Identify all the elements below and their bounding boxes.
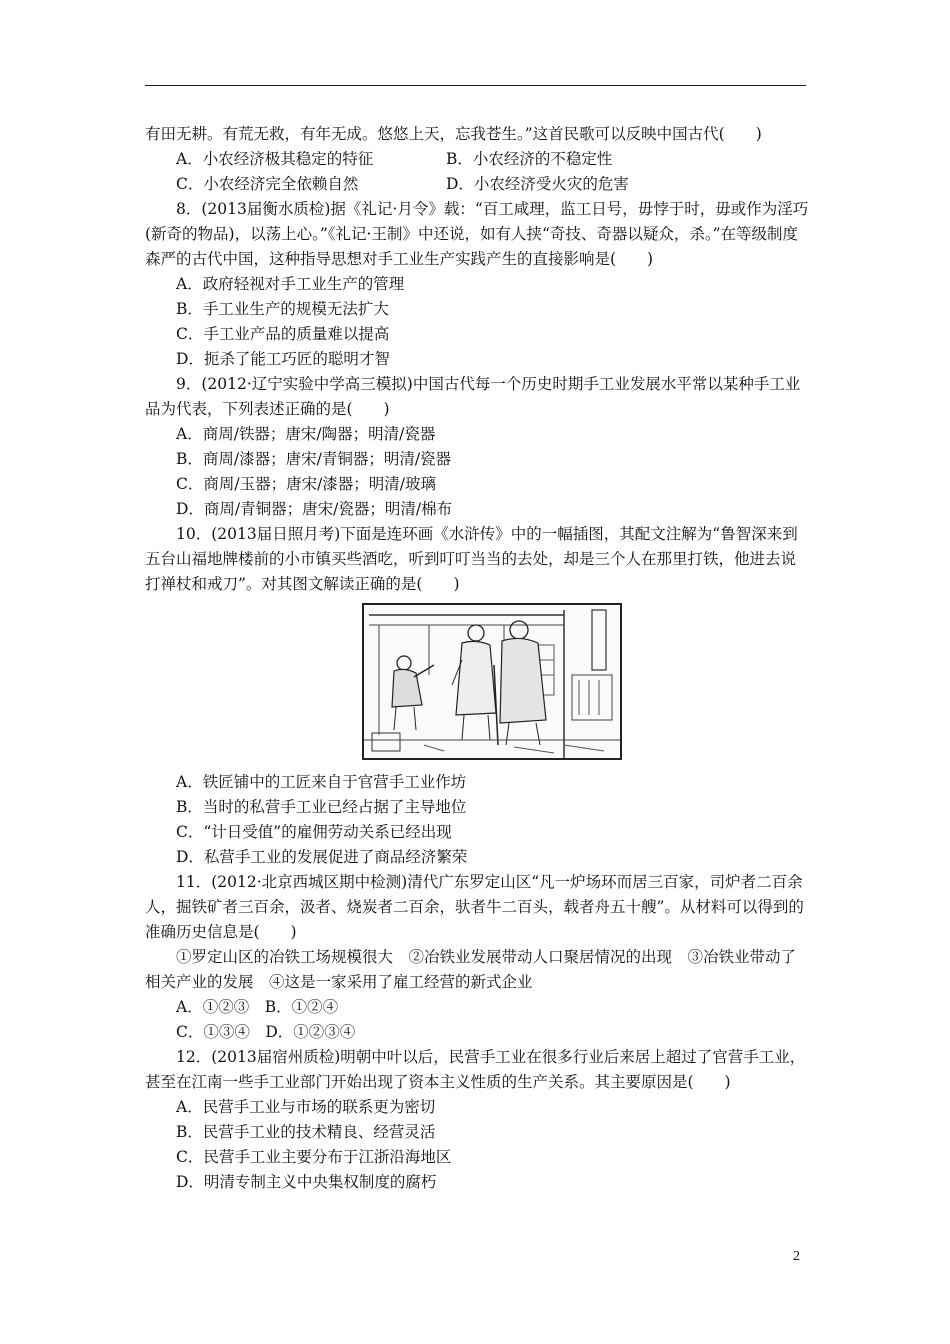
q10-option-c: C．“计日受值”的雇佣劳动关系已经出现 [176,823,452,841]
q8-option-c: C．手工业产品的质量难以提高 [176,325,390,343]
q7-option-c: C．小农经济完全依赖自然 [176,175,359,193]
blacksmith-shop-drawing [364,605,620,758]
q8-option-b: B．手工业生产的规模无法扩大 [176,300,389,318]
page-body [145,122,810,1195]
header-rule [145,85,806,86]
q8-stem: 8．(2013届衡水质检)据《礼记·月令》载：“百工咸理，监工日号，毋悖于时，毋或作为淫巧(新奇的物品)，以荡上心。”《礼记·王制》中还说，如有人挟“奇技、奇器以疑众，杀。”在等级制度森严的古代中国，这种指导思想对手工业生产实践产生的直接影响是( ) [145,200,809,268]
water-margin-illustration [362,603,622,760]
page-number: 2 [793,1249,800,1264]
q10-option-b: B．当时的私营手工业已经占据了主导地位 [176,798,467,816]
q9-option-b: B．商周/漆器；唐宋/青铜器；明清/瓷器 [176,450,452,468]
q9-option-d: D．商周/青铜器；唐宋/瓷器；明清/棉布 [176,500,453,518]
q9-stem: 9．(2012·辽宁实验中学高三模拟)中国古代每一个历史时期手工业发展水平常以某种手工业品为代表，下列表述正确的是( ) [145,375,801,418]
q7-stem-tail: 有田无耕。有荒无救，有年无成。悠悠上天，忘我苍生。”这首民歌可以反映中国古代( ) [145,125,762,143]
q12-option-b: B．民营手工业的技术精良、经营灵活 [176,1123,436,1141]
q10-stem: 10．(2013届日照月考)下面是连环画《水浒传》中的一幅插图，其配文注解为“鲁智深来到五台山福地牌楼前的小市镇买些酒吃，听到叮叮当当的去处，却是三个人在那里打铁，他进去说打禅杖和戒刀”。对其图文解读正确的是( ) [145,525,798,593]
q7-options-cd [145,172,810,197]
q11-stem: 11．(2012·北京西城区期中检测)清代广东罗定山区“凡一炉场环而居三百家，司炉者二百余人，掘铁矿者三百余，汲者、烧炭者二百余，驮者牛二百头，载者舟五十艘”。从材料可以得到的准确历史信息是( ) [145,873,804,941]
q7-option-b: B．小农经济的不稳定性 [446,150,613,168]
q7-option-d: D．小农经济受火灾的危害 [446,175,629,193]
q12-option-d: D．明清专制主义中央集权制度的腐朽 [176,1173,437,1191]
q11-options-ab: A．①②③ B．①②④ [176,998,339,1016]
q11-options-cd: C．①③④ D．①②③④ [176,1023,356,1041]
q7-options-ab [145,147,810,172]
q11-items: ①罗定山区的冶铁工场规模很大 ②冶铁业发展带动人口聚居情况的出现 ③冶铁业带动了相关产业的发展 ④这是一家采用了雇工经营的新式企业 [145,948,797,991]
q12-option-c: C．民营手工业主要分布于江浙沿海地区 [176,1148,452,1166]
q8-option-a: A．政府轻视对手工业生产的管理 [176,275,405,293]
q8-option-d: D．扼杀了能工巧匠的聪明才智 [176,350,390,368]
q9-option-c: C．商周/玉器；唐宋/漆器；明清/玻璃 [176,475,437,493]
q10-option-d: D．私营手工业的发展促进了商品经济繁荣 [176,848,468,866]
q12-option-a: A．民营手工业与市场的联系更为密切 [176,1098,436,1116]
q7-option-a: A．小农经济极其稳定的特征 [176,150,374,168]
q12-stem: 12．(2013届宿州质检)明朝中叶以后，民营手工业在很多行业后来居上超过了官营手工业，甚至在江南一些手工业部门开始出现了资本主义性质的生产关系。其主要原因是( ) [145,1048,806,1091]
q9-option-a: A．商周/铁器；唐宋/陶器；明清/瓷器 [176,425,436,443]
q10-option-a: A．铁匠铺中的工匠来自于官营手工业作坊 [176,773,467,791]
